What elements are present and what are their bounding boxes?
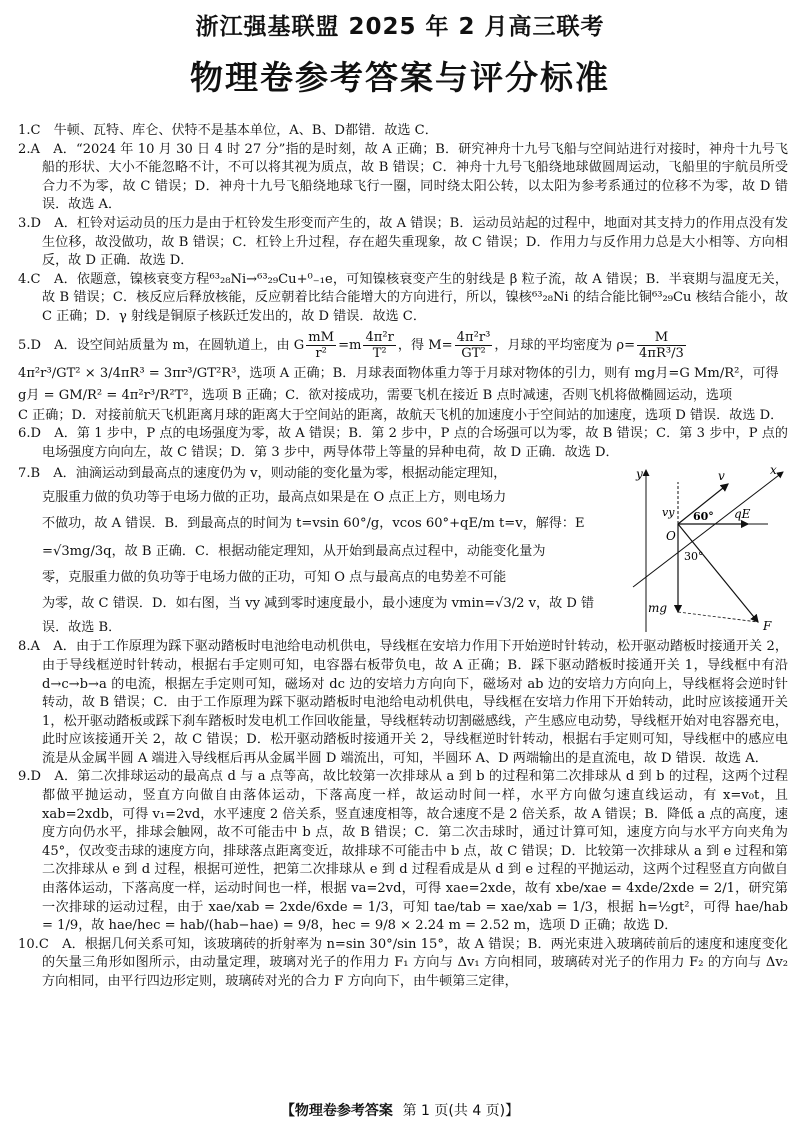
answer-q9: 9.D A．第二次排球运动的最高点 d 与 a 点等高，故比较第一次排球从 a 到 b 的过程和第二次排球从 d 到 b 的过程，这两个过程都做平抛运动，竖直方向做自由落体运动，下落高度一样，故运动时间一样，水平方向做匀速直线运动，有 x=v₀t，且 xab=2xdb，可得 v₁=2vd，水平速度 2 倍关系，竖直速度相等，故合速度不是 2 倍关系，故 A 错误；B．降低 a 点的高度，速度方向仍水平，排球会触网，故不可能击中 b 点，故 B 错误；C．第二次击球时，通过计算可知，速度方向与水平方向夹角为 45°，仅改变击球的速度方向，排球落点距离变近，故排球不可能击中 b 点，故 C 错误；D．比较第一次排球从 a 到 e 过程和第二次排球从 e 到 d 过程，根据可逆性，把第二次排球从 e 到 d 过程看成是从 d 到 e 过程的平抛运动，这两个过程竖直方向做自由落体运动，下落高度一样，运动时间也一样，根据 va=2vd，可得 xae=2xde，故有 xbe/xae = 4xde/2xde = 2/1，研究第一次排球的运动过程，由于 xae/xab = 2xde/6xde = 1/3，可知 tae/tab = xae/xab = 1/3，根据 h=½gt²，可得 hae/hab = 1/9，故 hae/hec = hab/(hab−hae) = 9/8，hec = 9/8 × 2.24 m = 2.52 m，选项 D 正确；故选 D． xyxy=(18,769,788,934)
answer-q7 xyxy=(18,462,788,638)
q7-text xyxy=(18,462,603,638)
fraction-rho: $\frac{M}{\text{4πR³/3}}$ xyxy=(639,329,684,361)
q7-line-4: =√3mg/3q，故 B 正确．C．根据动能定理知，从开始到最高点过程中，动能变化量为 xyxy=(42,544,546,560)
x-axis xyxy=(633,472,783,587)
answer-q2: 2.A A．“2024 年 10 月 30 日 4 时 27 分”指的是时刻，故 A 正确；B．研究神舟十九号飞船与空间站进行对接时，神舟十九号飞船的形状、大小不能忽略不计，不可以将其视为质点，故 B 错误；C．神舟十九号飞船绕地球做圆周运动，飞船里的宇航员所受合力不为零，故 C 错误；D．神舟十九号飞船绕地球飞行一圈，同时绕太阳公转，以太阳为参考系通过的位移不为零，故 D 错误．故选 A． xyxy=(18,141,788,213)
label-v: v xyxy=(718,469,725,484)
q5-text-d: ，月球的平均密度为 ρ= xyxy=(494,337,636,353)
q5-line-3: g月 = GM/R² = 4π²r³/R²T²，选项 B 正确；C．欲对接成功，需要飞机在接近 B 点时减速，否则飞机将做椭圆运动，选项 xyxy=(18,387,733,403)
answer-q10: 10.C A．根据几何关系可知，该玻璃砖的折射率为 n=sin 30°/sin 15°，故 A 错误；B．两光束进入玻璃砖前后的速度和速度变化的矢量三角形如图所示，由动量定理，玻璃对光子的作用力 F₁ 方向与 Δv₁ 方向相同，玻璃砖对光子的作用力 F₂ 的方向与 Δv₂ 方向相同，由平行四边形定则，玻璃砖对光的合力 F 方向向下，由牛顿第三定律， xyxy=(18,936,788,989)
q5-text-a: 5.D A．设空间站质量为 m，在圆轨道上，由 G xyxy=(18,337,305,353)
label-O: O xyxy=(666,529,676,544)
answer-q5 xyxy=(18,329,788,363)
q7-line-3: 不做功，故 A 错误．B．到最高点的时间为 t=vsin 60°/g，vcos 60°+qE/m t=v，解得：E xyxy=(42,516,585,532)
q5-text-c: ，得 M= xyxy=(397,337,453,353)
answers-body xyxy=(18,122,788,992)
label-mg: mg xyxy=(648,601,668,616)
answer-q8: 8.A A．由于工作原理为踩下驱动踏板时电池给电动机供电，导线框在安培力作用下开始逆时针转动，松开驱动踏板时接通开关 2，由于导线框逆时针转动，根据右手定则可知，电容器右板带负电，故 A 正确；B．踩下驱动踏板时接通开关 1，导线框中有沿 d→c→b→a 的电流，根据左手定则可知，磁场对 dc 边的安培力方向向下，磁场对 ab 边的安培力方向向上，导线框将会逆时针转动，故 B 错误；C．由于工作原理为踩下驱动踏板时电池给电动机供电，导线框在安培力作用下开始转动，此时应该接通开关 1，松开驱动踏板或踩下刹车踏板时发电机工作回收能量，导线框转动切割磁感线，产生感应电动势，导线框开始对电容器充电，此时应该接通开关 2，故 C 错误；D．松开驱动踏板时接通开关 2，导线框逆时针转动，根据右手定则可知，导线框中的感应电流是从金属半圆 A 端进入导线框后再从金属半圆 D 端流出，可知，半圆环 A、D 两端输出的是直流电，故 D 错误．故选 A． xyxy=(18,639,788,766)
footer-title: 【物理卷参考答案 xyxy=(280,1103,393,1119)
answer-q6: 6.D A．第 1 步中，P 点的电场强度为零，故 A 错误；B．第 2 步中，P 点的合场强可以为零，故 B 错误；C．第 3 步中，P 点的电场强度方向向左，故 C 错误；D．第 3 步中，两导体带上等量的异种电荷，故 D 正确．故选 D． xyxy=(18,426,788,460)
footer-page-number: 第 1 页(共 4 页)】 xyxy=(402,1103,520,1119)
answer-q3: 3.D A．杠铃对运动员的压力是由于杠铃发生形变而产生的，故 A 错误；B．运动员站起的过程中，地面对其支持力的作用点没有发生位移，故没做功，故 B 错误；C．杠铃上升过程，存在超失重现象，故 C 错误；D．作用力与反作用力总是大小相等、方向相反，故 D 正确．故选 D． xyxy=(18,215,788,269)
q7-line-2: 克服重力做的负功等于电场力做的正功，最高点如果是在 O 点正上方，则电场力 xyxy=(42,490,507,506)
label-x: x xyxy=(770,463,777,478)
page-footer xyxy=(0,1100,800,1120)
fraction-4pi2r-T2: $\frac{\text{4π²r}}{\text{T²}}$ xyxy=(365,329,394,361)
label-F: F xyxy=(763,619,772,634)
q7-line-7: 误．故选 B． xyxy=(42,620,122,636)
document-title: 物理卷参考答案与评分标准 xyxy=(190,58,610,97)
answer-q4: 4.C A．依题意，镍核衰变方程⁶³₂₈Ni→⁶³₂₉Cu+⁰₋₁e，可知镍核衰变产生的射线是 β 粒子流，故 A 错误；B．半衰期与温度无关，故 B 错误；C．核反应后释放核能，反应朝着比结合能增大的方向进行，所以，镍核⁶³₂₈Ni 的结合能比铜⁶³₂₉Cu 核结合能小，故 C 正确；D．γ 射线是铜原子核跃迁发出的，故 D 错误．故选 C． xyxy=(18,271,788,324)
label-30: 30° xyxy=(684,550,704,564)
exam-title: 浙江强基联盟 2025 年 2 月高三联考 xyxy=(195,14,605,40)
q7-line-5: 零，克服重力做的负功等于电场力做的正功，可知 O 点与最高点的电势差不可能 xyxy=(42,570,507,586)
q5-text-b: =m xyxy=(338,337,362,353)
fraction-M: $\frac{\text{4π²r³}}{\text{GT²}}$ xyxy=(456,329,491,361)
q5-line-4: C 正确；D．对接前航天飞机距离月球的距离大于空间站的距离，故航天飞机的加速度小于空间站的加速度，选项 D 错误．故选 D． xyxy=(18,407,784,423)
label-60: 60° xyxy=(693,510,714,524)
label-qE: qE xyxy=(734,507,751,522)
label-y: y xyxy=(636,467,643,482)
answer-q1: 1.C 牛顿、瓦特、库仑、伏特不是基本单位，A、B、D都错．故选 C． xyxy=(18,123,438,138)
label-vy: vy xyxy=(662,506,675,520)
force-velocity-diagram xyxy=(618,462,788,642)
fraction-mM-r2: $\frac{mM}{\text{r²}}$ xyxy=(308,329,335,361)
dashed-closing xyxy=(678,612,758,622)
q7-line-1: 7.B A．油滴运动到最高点的速度仍为 v，则动能的变化量为零，根据动能定理知， xyxy=(18,466,507,482)
F-vector xyxy=(678,524,758,622)
q5-line-2: 4π²r³/GT² × 3/4πR³ = 3πr³/GT²R³，选项 A 正确；B．月球表面物体重力等于月球对物体的引力，则有 mg月=G Mm/R²，可得 xyxy=(18,365,779,381)
q7-line-6: 为零，故 C 错误．D．如右图，当 vy 减到零时速度最小，最小速度为 vmin=√3/2 v，故 D 错 xyxy=(42,596,595,612)
